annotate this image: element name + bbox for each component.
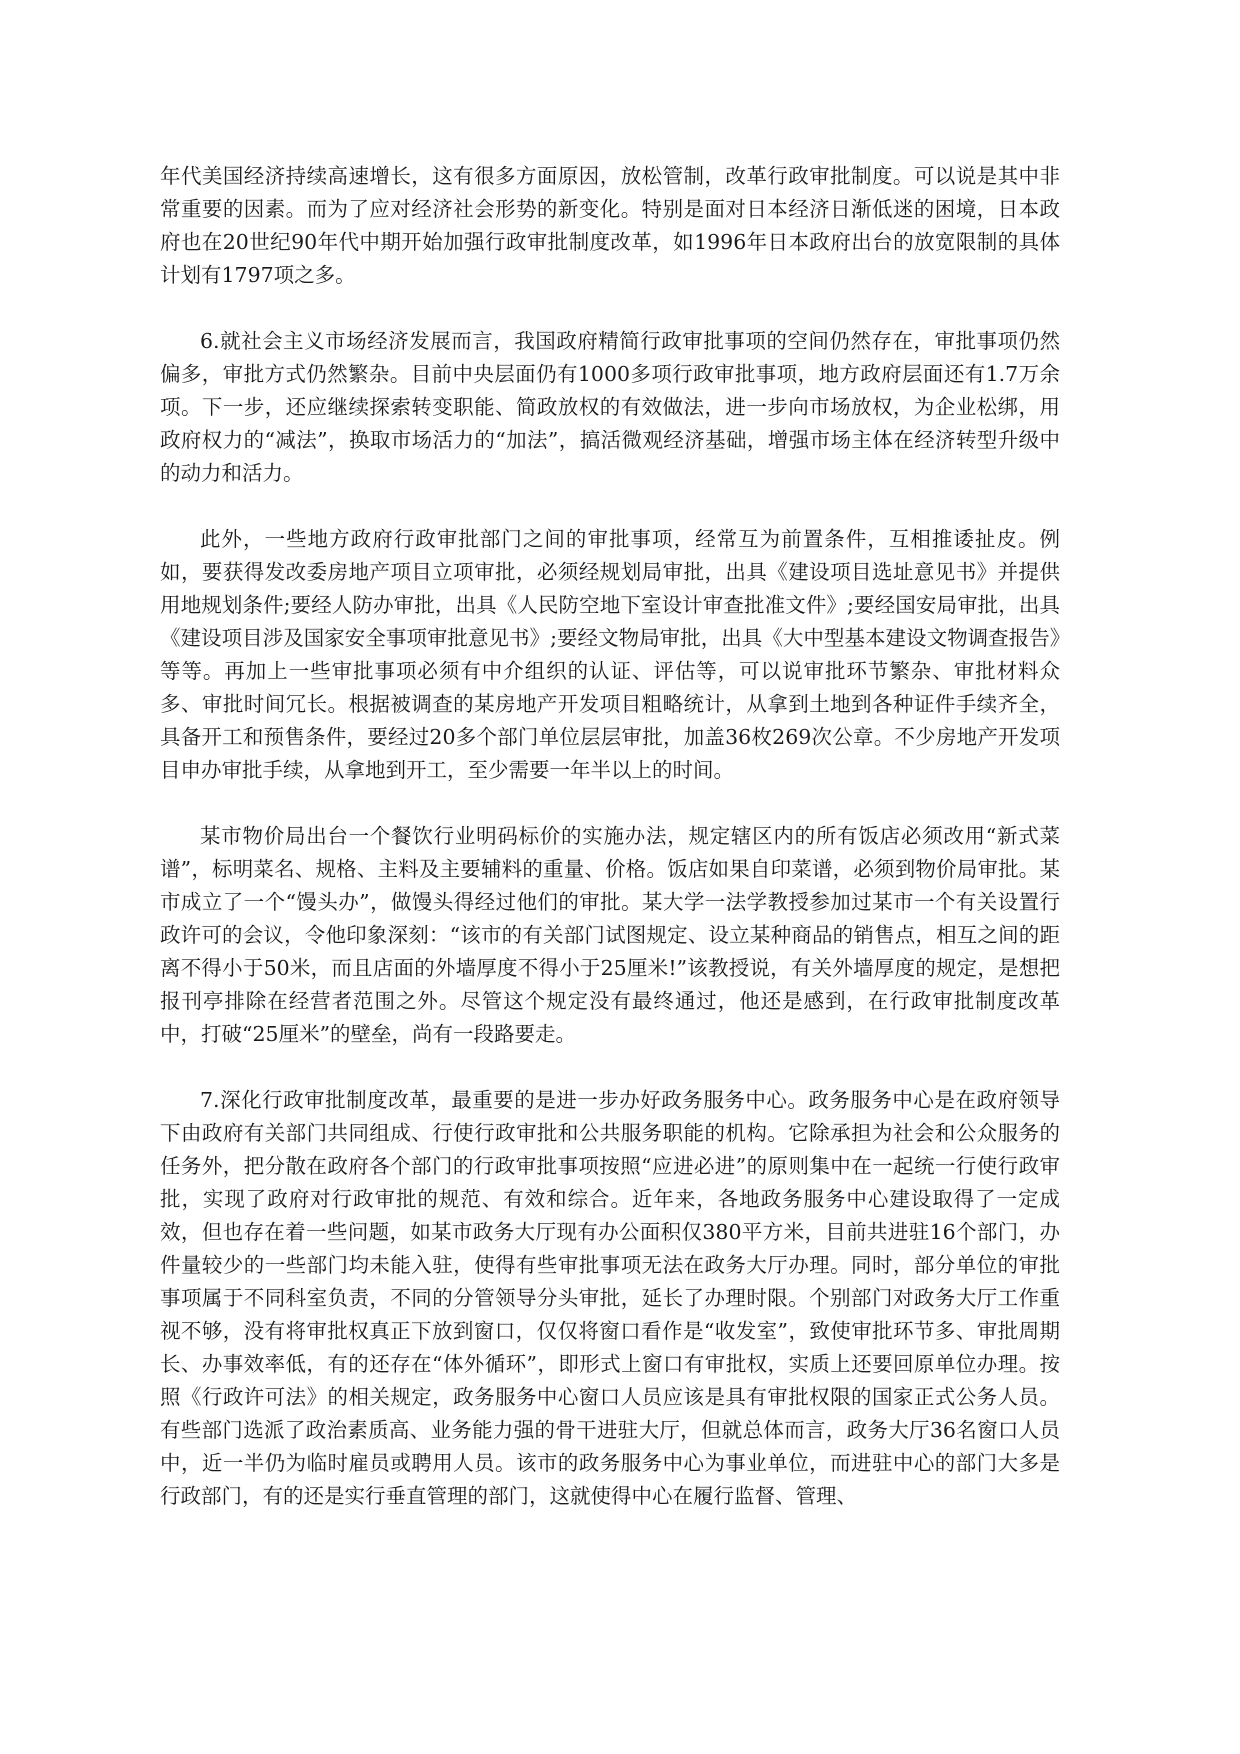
paragraph-approval-preconditions: 此外，一些地方政府行政审批部门之间的审批事项，经常互为前置条件，互相推诿扯皮。例如，要获得发改委房地产项目立项审批，必须经规划局审批，出具《建设项目选址意见书》并提供用地规划条件;要经人防办审批，出具《人民防空地下室设计审查批准文件》;要经国安局审批，出具《建设项目涉及国家安全事项审批意见书》;要经文物局审批，出具《大中型基本建设文物调查报告》等等。再加上一些审批事项必须有中介组织的认证、评估等，可以说审批环节繁杂、审批材料众多、审批时间冗长。根据被调查的某房地产开发项目粗略统计，从拿到土地到各种证件手续齐全，具备开工和预售条件，要经过20多个部门单位层层审批，加盖36枚269次公章。不少房地产开发项目申办审批手续，从拿地到开工，至少需要一年半以上的时间。 <box>160 527 1060 782</box>
document-body <box>160 160 1060 1513</box>
paragraph-price-bureau-example: 某市物价局出台一个餐饮行业明码标价的实施办法，规定辖区内的所有饭店必须改用“新式菜谱”，标明菜名、规格、主料及主要辅料的重量、价格。饭店如果自印菜谱，必须到物价局审批。某市成立了一个“馒头办”，做馒头得经过他们的审批。某大学一法学教授参加过某市一个有关设置行政许可的会议，令他印象深刻：“该市的有关部门试图规定、设立某种商品的销售点，相互之间的距离不得小于50米，而且店面的外墙厚度不得小于25厘米!”该教授说，有关外墙厚度的规定，是想把报刊亭排除在经营者范围之外。尽管这个规定没有最终通过，他还是感到，在行政审批制度改革中，打破“25厘米”的壁垒，尚有一段路要走。 <box>160 824 1060 1046</box>
paragraph-us-japan-deregulation: 年代美国经济持续高速增长，这有很多方面原因，放松管制，改革行政审批制度。可以说是其中非常重要的因素。而为了应对经济社会形势的新变化。特别是面对日本经济日渐低迷的困境，日本政府也在20世纪90年代中期开始加强行政审批制度改革，如1996年日本政府出台的放宽限制的具体计划有1797项之多。 <box>160 164 1060 287</box>
paragraph-item-7: 7.深化行政审批制度改革，最重要的是进一步办好政务服务中心。政务服务中心是在政府领导下由政府有关部门共同组成、行使行政审批和公共服务职能的机构。它除承担为社会和公众服务的任务外，把分散在政府各个部门的行政审批事项按照“应进必进”的原则集中在一起统一行使行政审批，实现了政府对行政审批的规范、有效和综合。近年来，各地政务服务中心建设取得了一定成效，但也存在着一些问题，如某市政务大厅现有办公面积仅380平方米，目前共进驻16个部门，办件量较少的一些部门均未能入驻，使得有些审批事项无法在政务大厅办理。同时，部分单位的审批事项属于不同科室负责，不同的分管领导分头审批，延长了办理时限。个别部门对政务大厅工作重视不够，没有将审批权真正下放到窗口，仅仅将窗口看作是“收发室”，致使审批环节多、审批周期长、办事效率低，有的还存在“体外循环”，即形式上窗口有审批权，实质上还要回原单位办理。按照《行政许可法》的相关规定，政务服务中心窗口人员应该是具有审批权限的国家正式公务人员。有些部门选派了政治素质高、业务能力强的骨干进驻大厅，但就总体而言，政务大厅36名窗口人员中，近一半仍为临时雇员或聘用人员。该市的政务服务中心为事业单位，而进驻中心的部门大多是行政部门，有的还是实行垂直管理的部门，这就使得中心在履行监督、管理、 <box>160 1088 1060 1508</box>
paragraph-item-6: 6.就社会主义市场经济发展而言，我国政府精简行政审批事项的空间仍然存在，审批事项仍然偏多，审批方式仍然繁杂。目前中央层面仍有1000多项行政审批事项，地方政府层面还有1.7万余项。下一步，还应继续探索转变职能、简政放权的有效做法，进一步向市场放权，为企业松绑，用政府权力的“减法”，换取市场活力的“加法”，搞活微观经济基础，增强市场主体在经济转型升级中的动力和活力。 <box>160 329 1060 485</box>
